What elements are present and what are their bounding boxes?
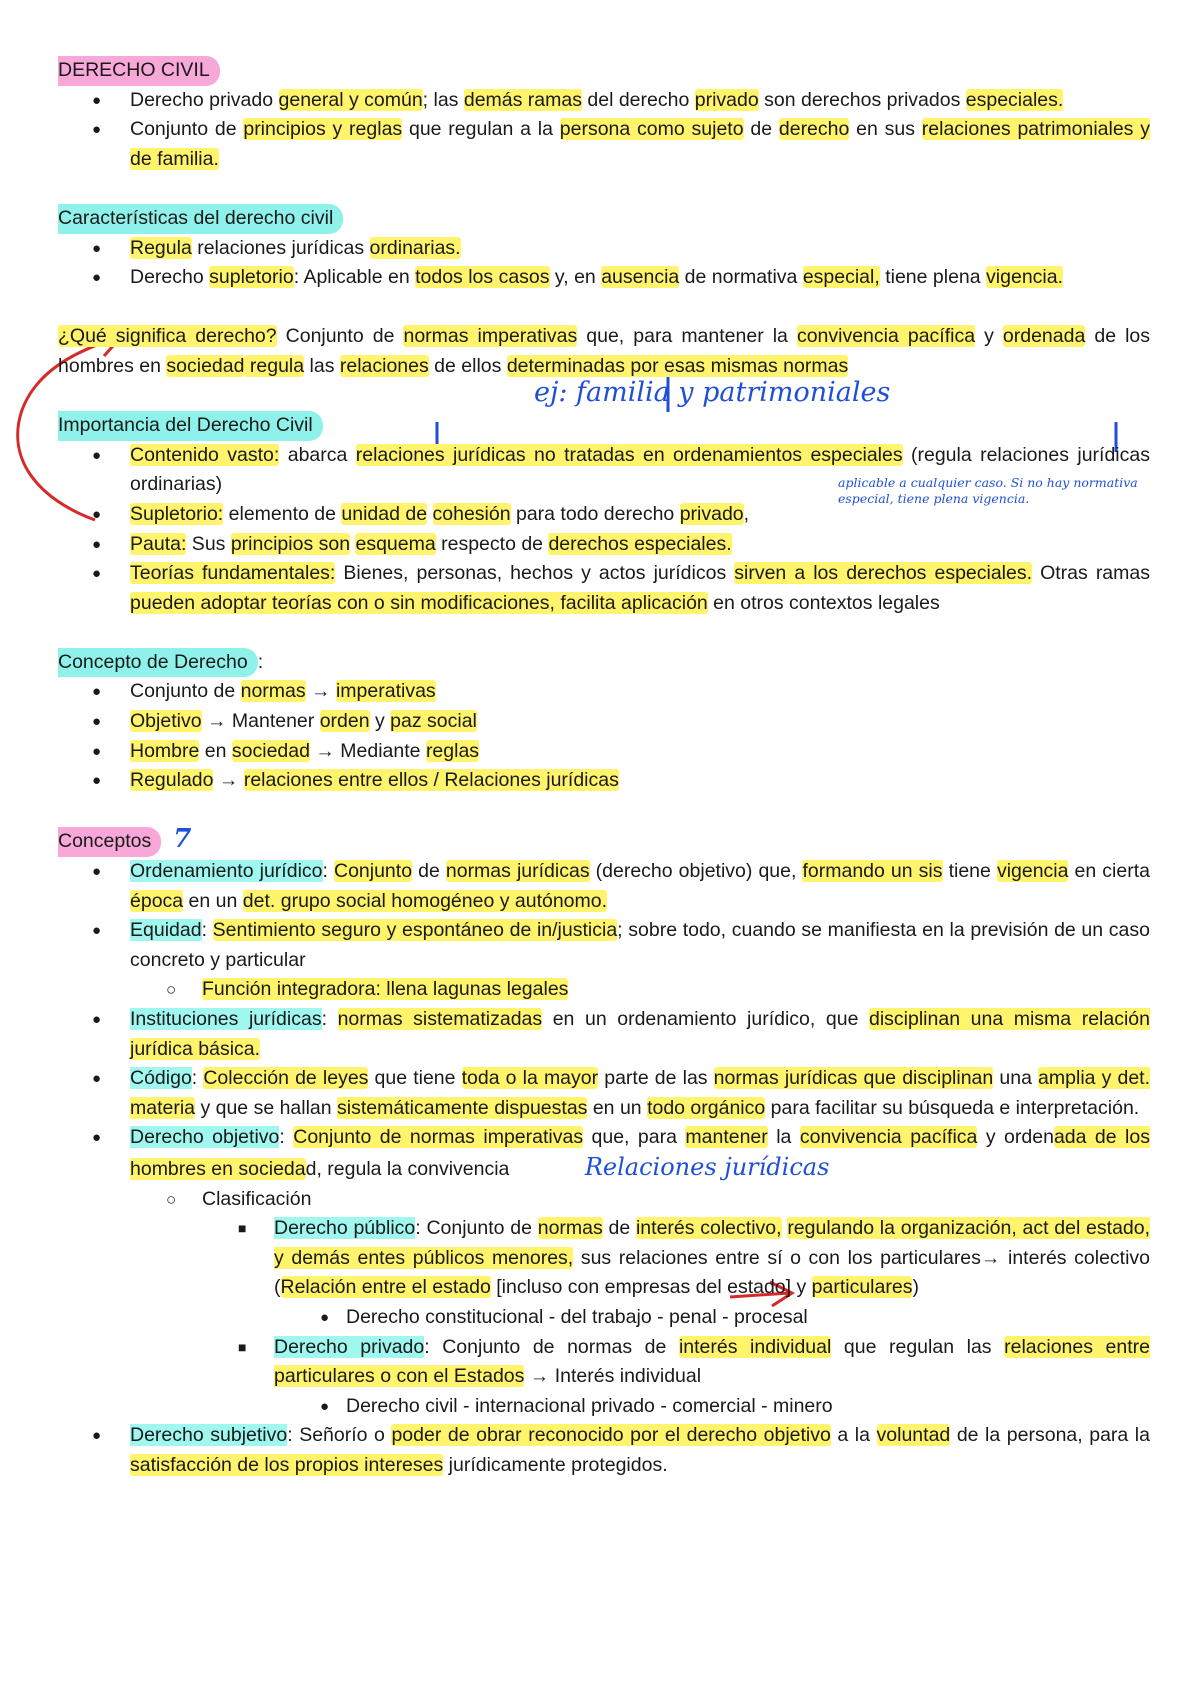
highlight: determinadas por esas mismas normas	[506, 354, 849, 377]
highlight: Objetivo	[130, 710, 202, 733]
text: →	[213, 769, 244, 792]
text: Otras ramas	[1032, 562, 1150, 585]
handwritten-note: ej: familia y patrimoniales	[534, 377, 891, 409]
section-title: Importancia del Derecho Civil	[58, 411, 323, 441]
text: de normativa	[679, 266, 803, 289]
highlight: relaciones jurídicas no tratadas en ordenamientos especiales	[355, 443, 903, 466]
text: y	[369, 710, 391, 733]
bullet-item	[58, 857, 1150, 916]
highlight: regula	[244, 354, 305, 377]
highlight: especial,	[802, 266, 880, 289]
highlight: todo orgánico	[647, 1096, 766, 1119]
highlight: normas sistematizadas	[337, 1008, 543, 1030]
text: )	[912, 1276, 919, 1299]
text: que, para	[583, 1126, 686, 1149]
highlight: Teorías fundamentales:	[130, 562, 336, 585]
text: de ellos	[428, 354, 507, 377]
text: → Mantener	[201, 710, 320, 733]
bullet-item	[58, 115, 1150, 174]
highlight: general y común	[278, 88, 423, 111]
highlight: Función integradora: llena lagunas legales	[202, 978, 569, 1001]
text: que tiene	[368, 1067, 462, 1090]
text: del derecho	[581, 88, 695, 111]
section-title: Conceptos	[58, 827, 161, 857]
highlight: Contenido vasto:	[130, 443, 280, 466]
term: Derecho público	[274, 1217, 416, 1240]
text: :	[322, 860, 334, 883]
text: abarca	[279, 443, 356, 466]
sub-sub-item	[58, 1333, 1150, 1422]
text: →	[305, 680, 336, 703]
bullet-item	[58, 737, 1150, 767]
text: en un	[183, 889, 243, 912]
text: para facilitar su búsqueda e interpretación.	[765, 1096, 1140, 1119]
section-title: Características del derecho civil	[58, 204, 343, 234]
text: a la	[830, 1424, 877, 1447]
text: de los hombres en	[58, 325, 1150, 377]
highlight: mantener	[685, 1126, 768, 1149]
text: :	[279, 1126, 294, 1149]
highlight: principios son	[230, 532, 351, 555]
sub-item	[58, 975, 1150, 1005]
text: y	[975, 325, 1003, 348]
text: ,	[743, 502, 750, 525]
highlight: Sentimiento seguro y espontáneo de in/justicia	[212, 919, 618, 942]
highlight: esquema	[355, 532, 436, 555]
highlight: amplia y det. materia	[130, 1067, 1151, 1119]
text: de	[412, 860, 446, 883]
text: sus relaciones entre sí o con los particulares→ interés colectivo (	[274, 1246, 1151, 1299]
text: Bienes, personas, hechos y actos jurídicos	[335, 562, 735, 585]
bullet-item	[58, 1064, 1150, 1123]
highlight: vigencia.	[986, 266, 1064, 289]
text: que regulan a la	[402, 118, 560, 141]
highlight: Pauta:	[130, 532, 187, 555]
sub-sub-item	[58, 1214, 1150, 1332]
text: las	[304, 354, 340, 377]
highlight: vigencia	[996, 860, 1069, 883]
highlight: principios y reglas	[243, 118, 403, 141]
highlight: supletorio	[209, 266, 294, 289]
term: Ordenamiento jurídico	[130, 860, 323, 883]
text: : Aplicable en	[293, 266, 416, 289]
highlight: sirven a los derechos especiales.	[734, 562, 1033, 585]
highlight: Regulado	[130, 769, 214, 792]
highlight: interés individual	[678, 1335, 832, 1358]
highlight: Conjunto de normas imperativas	[293, 1126, 584, 1149]
text: : Conjunto de normas de	[424, 1335, 679, 1358]
highlight: privado	[679, 502, 744, 525]
bullet-item	[58, 677, 1150, 707]
highlight: ausencia	[601, 266, 680, 289]
highlight: poder de obrar reconocido por el derecho objetivo	[391, 1424, 831, 1447]
highlight: normas imperativas	[403, 325, 578, 348]
handwritten-note: Relaciones jurídicas	[584, 1152, 830, 1181]
bullet-item	[58, 263, 1150, 293]
highlight: sociedad	[166, 354, 245, 377]
text: en un	[587, 1096, 648, 1119]
term: Instituciones jurídicas	[130, 1008, 322, 1030]
text: :	[257, 650, 264, 673]
bullet-item	[58, 559, 1150, 618]
bullet-item	[58, 916, 1150, 1005]
text: de	[602, 1217, 636, 1240]
bullet-item	[58, 1421, 1150, 1480]
text: parte de las	[598, 1067, 714, 1090]
text: [incluso con empresas del estado] y	[490, 1276, 812, 1299]
highlight: normas jurídicas que disciplinan	[713, 1067, 994, 1090]
bullet-item	[58, 1005, 1150, 1064]
text: de	[743, 118, 779, 141]
bullet-item	[58, 766, 1150, 796]
highlight: persona como sujeto	[559, 118, 744, 141]
highlight: Colección de leyes	[203, 1067, 369, 1090]
text: la	[767, 1126, 800, 1149]
handwritten-number: 7	[173, 824, 192, 855]
highlight: ordenada	[1002, 325, 1086, 348]
section-conceptos	[58, 825, 1150, 1480]
highlight: Relación entre el estado	[280, 1276, 491, 1299]
text: → Mediante	[309, 739, 426, 762]
handwritten-note: aplicable a cualquier caso. Si no hay normativa especial, tiene plena vigencia.	[838, 475, 1138, 507]
highlight: orden	[319, 710, 370, 733]
highlight: todos los casos	[415, 266, 550, 289]
bullet-item	[58, 86, 1150, 116]
highlight: convivencia pacífica	[799, 1126, 978, 1149]
text: ; las	[422, 88, 464, 111]
text: d, regula la convivencia	[305, 1157, 510, 1180]
highlight: ada de los hombres en socieda	[130, 1126, 1150, 1180]
highlight: especiales.	[965, 88, 1064, 111]
document-page	[58, 56, 1150, 1481]
text: ; sobre todo, cuando se manifiesta en la previsión de un caso concreto y particular	[130, 919, 1150, 971]
text: en cierta	[1068, 860, 1150, 883]
section-importancia	[58, 411, 1150, 618]
highlight: toda o la mayor	[461, 1067, 599, 1090]
highlight: pueden adoptar teorías con o sin modificaciones, facilita aplicación	[130, 591, 708, 614]
highlight: derechos especiales.	[548, 532, 732, 555]
highlight: imperativas	[335, 680, 436, 703]
term: Derecho privado	[274, 1335, 425, 1358]
highlight: satisfacción de los propios intereses	[130, 1453, 444, 1476]
text: tiene plena	[879, 266, 987, 289]
section-caracteristicas	[58, 204, 1150, 293]
paragraph	[58, 322, 1150, 381]
text: son derechos privados	[758, 88, 966, 111]
text: que, para mantener la	[577, 325, 797, 348]
highlight: det. grupo social homogéneo y autónomo.	[242, 889, 608, 912]
highlight: ordinarias.	[369, 236, 461, 259]
text: Derecho	[130, 266, 210, 289]
term: Derecho subjetivo	[130, 1424, 288, 1447]
highlight: Conjunto	[333, 860, 413, 883]
highlight: regulando la organización, act del estado, y demás entes públicos menores,	[274, 1217, 1151, 1269]
text: :	[201, 919, 213, 942]
highlight: Hombre	[130, 739, 200, 762]
highlight: demás ramas	[463, 88, 582, 111]
text: elemento de	[223, 502, 342, 525]
highlight: normas	[240, 680, 306, 703]
highlight: voluntad	[876, 1424, 951, 1447]
text: y orden	[977, 1126, 1054, 1149]
text: : Señorío o	[287, 1424, 392, 1447]
term: Código	[130, 1067, 192, 1090]
bullet-item	[58, 234, 1150, 264]
text: Conjunto de	[130, 680, 241, 703]
section-derecho-civil	[58, 56, 1150, 174]
text: (regula relaciones jurídicas ordinarias)	[130, 443, 1150, 496]
text: de la persona, para la	[950, 1424, 1150, 1447]
highlight: paz social	[390, 710, 477, 733]
text: Clasificación	[202, 1187, 312, 1210]
highlight: época	[130, 889, 184, 912]
highlight: relaciones	[339, 354, 429, 377]
highlight: unidad de	[341, 502, 428, 525]
bullet-item	[58, 530, 1150, 560]
highlight: relaciones patrimoniales y de familia.	[130, 118, 1150, 170]
text: Sus	[186, 532, 231, 555]
text: Conjunto de	[130, 118, 244, 141]
highlight: relaciones entre ellos / Relaciones jurídicas	[243, 769, 619, 792]
text: en otros contextos legales	[707, 591, 940, 614]
term: Derecho objetivo	[130, 1126, 280, 1149]
text: :	[321, 1008, 338, 1030]
bullet-item	[58, 1123, 1150, 1421]
text: tiene	[942, 860, 997, 883]
section-title: DERECHO CIVIL	[58, 56, 220, 86]
section-title-row	[58, 648, 1150, 678]
text: en un ordenamiento jurídico, que	[542, 1008, 869, 1030]
text: (derecho objetivo) que,	[589, 860, 803, 883]
sub-item	[58, 1185, 1150, 1422]
example-item	[58, 1392, 1150, 1422]
text: Derecho privado	[130, 88, 279, 111]
text: :	[191, 1067, 204, 1090]
bullet-item	[58, 707, 1150, 737]
section-concepto-de-derecho	[58, 648, 1150, 796]
highlight: derecho	[778, 118, 850, 141]
highlight: particulares	[811, 1276, 913, 1299]
text: en	[199, 739, 232, 762]
text: para todo derecho	[510, 502, 680, 525]
text: → Interés individual	[524, 1365, 702, 1388]
highlight: sistemáticamente dispuestas	[337, 1096, 588, 1119]
highlight: privado	[694, 88, 759, 111]
text	[427, 503, 432, 525]
text: respecto de	[435, 532, 549, 555]
highlight: Supletorio:	[130, 502, 224, 525]
text: Derecho constitucional - del trabajo - penal - procesal	[346, 1305, 808, 1328]
highlight: formando un sis	[802, 860, 943, 883]
highlight: reglas	[425, 739, 480, 762]
highlight: normas	[537, 1217, 603, 1240]
text: en sus	[849, 118, 922, 141]
example-item	[58, 1303, 1150, 1333]
text: que regulan las	[831, 1335, 1005, 1358]
highlight: ¿Qué significa derecho?	[58, 325, 277, 348]
term: Equidad	[130, 919, 202, 942]
highlight: normas jurídicas	[445, 860, 590, 883]
highlight: sociedad	[231, 739, 310, 762]
highlight: disciplinan una misma relación jurídica básica.	[130, 1008, 1150, 1060]
text: Conjunto de	[276, 325, 404, 348]
section-que-significa-derecho	[58, 322, 1150, 409]
highlight: convivencia pacífica	[796, 325, 976, 348]
highlight: Regula	[130, 236, 192, 259]
text: una	[993, 1067, 1039, 1090]
text: y, en	[549, 266, 602, 289]
section-title: Concepto de Derecho	[58, 648, 258, 678]
text: jurídicamente protegidos.	[443, 1453, 668, 1476]
text: y que se hallan	[195, 1096, 338, 1119]
highlight: interés colectivo,	[635, 1217, 782, 1240]
highlight: cohesión	[432, 502, 511, 525]
text: Derecho civil - internacional privado - comercial - minero	[346, 1394, 833, 1417]
highlight: relaciones entre particulares o con el Estados	[274, 1335, 1151, 1388]
text: : Conjunto de	[415, 1217, 538, 1240]
text: relaciones jurídicas	[191, 236, 370, 259]
